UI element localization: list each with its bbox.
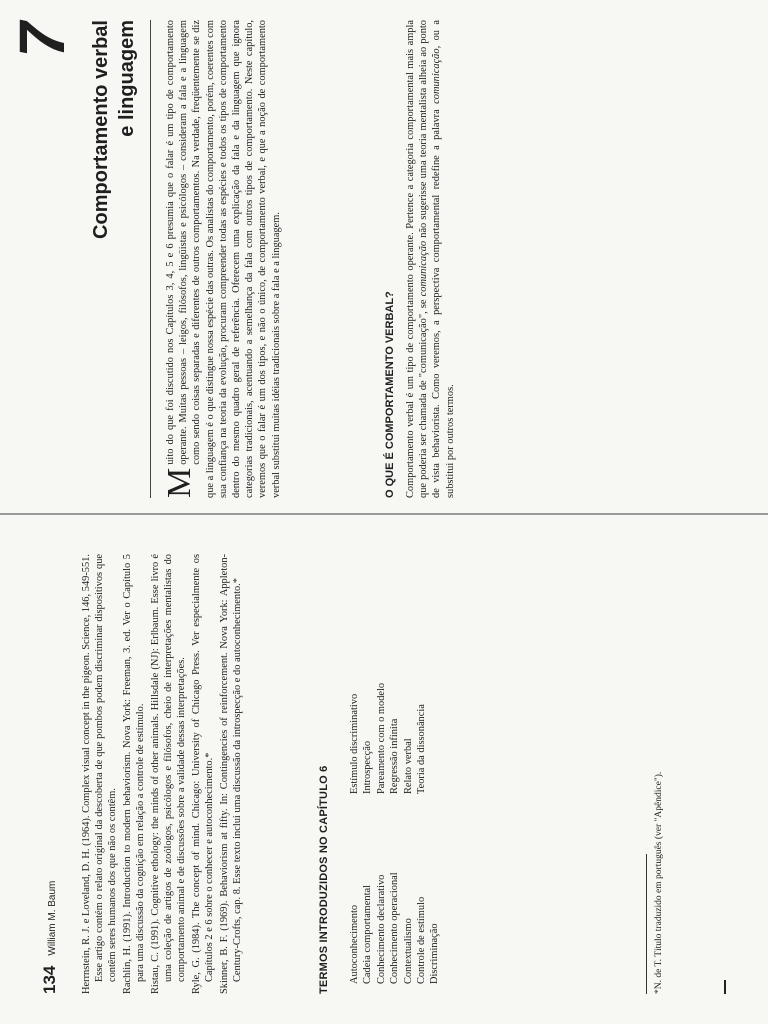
footnote-rule — [646, 854, 647, 994]
term-item: Relato verbal — [402, 738, 414, 794]
reference-herrnstein: Herrnstein, R. J. e Loveland, D. H. (1964). Complex visual concept in the pigeon. Science, 146, 549-551. Esse artigo contém o relato original da descoberta de que pombos podem discriminar dispositivos que contêm seres humanos dos que não os contêm. — [81, 554, 118, 994]
references-section — [80, 554, 246, 994]
reference-skinner: Skinner, B. F. (1969). Behaviorism at fifty. In: Contingencies of reinforcement. Nova York: Appleton-Century-Crofts, cap. 8. Esse texto inclui uma discussão da introspecção e do autoconhecimento.* — [219, 554, 243, 994]
intro-text: uito do que foi discutido nos Capítulos 3, 4, 5 e 6 presumia que o falar é um tipo de comportamento operante. Muitas pessoas – leigos, filósofos, lingüistas e psicólogos – consideram a fala e a linguagem como sendo coisas separadas e diferentes de outros comportamentos. Na verdade, freqüentemente se diz que a linguagem é o que distingue nossa espécie das outras. Os analistas do comportamento, porém, coerentes com sua confiança na teoria da evolução, procuram compreender todas as espécies e todos os tipos de comportamento dentro do mesmo quadro geral de referência. Oferecem uma explicação da fala e da linguagem que ignora categorias tradicionais, acentuando a semelhança da fala com outros tipos de comportamento. Neste capítulo, veremos que o falar é um dos tipos, e não o único, de comportamento verbal, e que a noção de comportamento verbal substitui muitas idéias tradicionais sobre a fala e a linguagem. — [165, 20, 282, 498]
chapter-title-line-1: Comportamento verbal — [90, 20, 112, 239]
section-emphasis-1: comunicação — [418, 240, 430, 297]
right-page — [0, 0, 768, 508]
section-text-part-2: não sugerisse uma teoria mentalista alheia ao ponto de vista behaviorista. Como veremos, a perspectiva comportamental redefine a palavra — [418, 19, 443, 498]
term-item: Introspecção — [362, 740, 374, 794]
section-heading: O QUE É COMPORTAMENTO VERBAL? — [384, 291, 396, 498]
page-number: 134 — [40, 965, 59, 994]
reference-rachlin: Rachlin, H. (1991). Introduction to modern behaviorism. Nova York: Freeman, 3. ed. Ver o Capítulo 5 para uma discussão da cognição em relação a controle de estímulo. — [122, 554, 146, 994]
reference-ryle: Ryle, G. (1984). The concept of mind. Chicago: University of Chicago Press. Ver especialmente os Capítulos 2 e 6 sobre o conhecer e autoconhecimento.* — [191, 554, 215, 994]
section-text-part-1: Comportamento verbal é um tipo de comportamento operante. Pertence a categoria comportamental mais ampla que poderia ser chamada de "comunicação", se — [405, 20, 430, 498]
term-item: Autoconhecimento — [349, 904, 360, 984]
term-item: Controle de estímulo — [416, 896, 428, 984]
terms-heading: TERMOS INTRODUZIDOS NO CAPÍTULO 6 — [318, 765, 330, 994]
term-item: Discriminação — [429, 923, 441, 984]
term-item: Teoria da dissonância — [416, 704, 428, 794]
section-emphasis-2: comunicação — [431, 48, 443, 104]
running-head — [40, 881, 60, 994]
chapter-title-line-2: e linguagem — [116, 20, 138, 137]
footnote: *N. de T. Título traduzido em português (ver "Apêndice"). — [654, 771, 664, 994]
margin-mark — [724, 980, 726, 994]
left-page — [0, 514, 768, 1024]
title-rule — [150, 20, 151, 498]
term-item: Conhecimento declarativo — [375, 874, 387, 984]
chapter-title — [88, 20, 140, 258]
term-item: Pareamento com o modelo — [375, 682, 387, 794]
term-item: Conhecimento operacional — [389, 872, 401, 984]
section-text-part-3: , ou a substitui por outros termos. — [431, 20, 456, 498]
terms-list-column-2 — [348, 683, 428, 794]
term-item: Regressão infinita — [389, 718, 401, 794]
term-item: Cadeia comportamental — [362, 885, 374, 984]
intro-paragraph — [161, 20, 283, 498]
running-head-author: William M. Baum — [47, 880, 58, 956]
terms-list-column-1 — [348, 872, 442, 984]
reference-ristau: Ristau, C. (1991). Cognitive ethology: the minds of other animals. Hillsdale (NJ): Erlbaum. Esse livro é uma coleção de artigos de zoólogos, psicólogos e filósofos, cheio de interpretações mentalistas do comportamento animal e de discussões sobre a validade dessas interpretações. — [150, 554, 187, 994]
page-gutter — [0, 513, 768, 515]
section-paragraph — [404, 20, 457, 498]
drop-cap: M — [161, 467, 198, 498]
term-item: Contextualismo — [402, 918, 414, 984]
term-item: Estímulo discriminativo — [349, 693, 360, 794]
chapter-number: 7 — [6, 22, 78, 58]
